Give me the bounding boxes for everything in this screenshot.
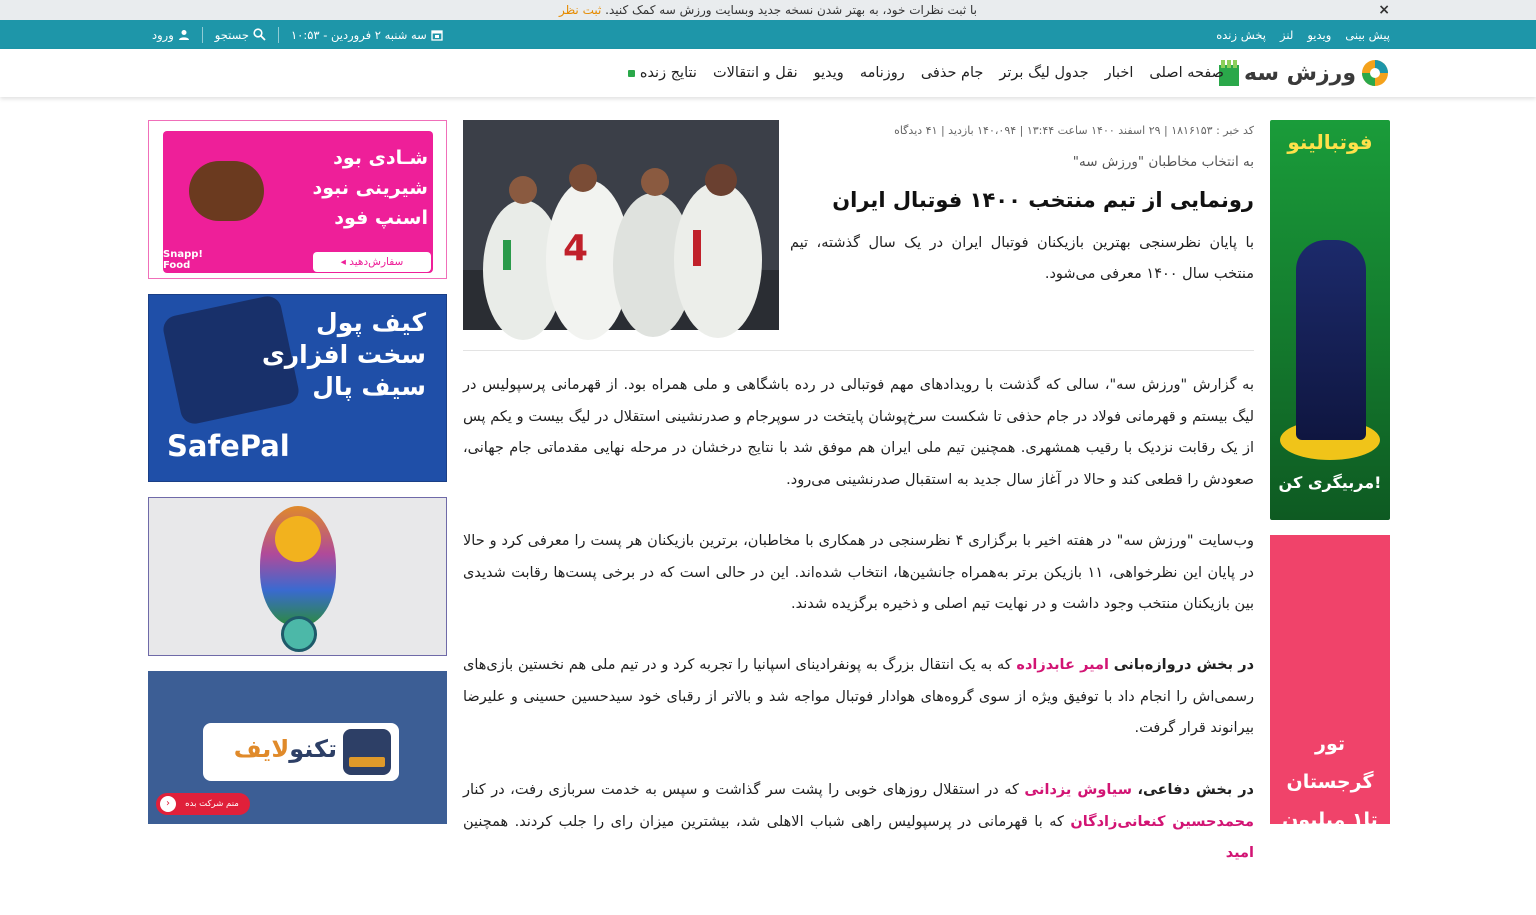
ad-technolife-button-label: منم شرکت بده: [185, 799, 239, 809]
nav-item-video[interactable]: ویدیو: [813, 65, 844, 81]
player-link-omid[interactable]: امید: [1225, 845, 1254, 861]
ad-snappfood-line-1: شـادی بود: [333, 147, 428, 169]
ad-georgia-tour[interactable]: [1270, 535, 1390, 907]
utility-divider: [278, 27, 279, 43]
ad-tour-line-1: تور گرجستان: [1286, 733, 1374, 793]
utility-link-live[interactable]: پخش زنده: [1216, 27, 1267, 42]
chevron-left-icon: ‹: [160, 796, 176, 812]
article-paragraph-1: به گزارش "ورزش سه"، سالی که گذشت با رویدادهای مهم فوتبالی در رده باشگاهی و ملی همراه بود. از قهرمانی پرسپولیس در لیگ بیستم و قهرمانی فولاد در جام حذفی تا شکست سرخ‌پوشان پایتخت در سوپرجام و صدرنشینی استقلال در لیگ بیست و یکم پس از یک رقابت نزدیک با رقیب همشهری. همچنین تیم ملی ایران هم موفق شد با نتایج درخشان در مرحله نهایی مقدماتی جام جهانی، صعودش را قطعی کند و حالا در آغاز سال جدید به استقبال صدرنشینی می‌رود.: [463, 377, 1254, 488]
bitcoin-coin-icon: [275, 516, 321, 562]
ad-safepal-text: [262, 307, 426, 403]
ad-snappfood-text: [312, 143, 428, 233]
technolife-logo: [203, 723, 399, 781]
article-meta: کد خبر : ۱۸۱۶۱۵۳ | ۲۹ اسفند ۱۴۰۰ ساعت ۱۳:۴۴ | ۱۴۰،۰۹۴ بازدید | ۴۱ دیدگاه: [894, 124, 1254, 137]
nav-item-league-table[interactable]: جدول لیگ برتر: [999, 65, 1089, 81]
logo-ball-icon: [1360, 58, 1390, 88]
ad-technolife-button[interactable]: [156, 793, 250, 815]
article-divider: [463, 350, 1254, 351]
notice-bar: [0, 0, 1536, 20]
technolife-name: [234, 735, 337, 763]
nav-item-newspaper[interactable]: روزنامه: [859, 65, 905, 81]
technolife-name-a: تکنو: [289, 735, 337, 763]
close-icon[interactable]: ×: [1378, 2, 1390, 18]
utility-link-lens[interactable]: لنز: [1280, 27, 1294, 42]
article-supertitle: به انتخاب مخاطبان "ورزش سه": [1072, 154, 1254, 170]
safepal-logo: SafePal: [167, 429, 290, 463]
ad-tour-line-2: تا۱ میلیون تومان: [1282, 809, 1378, 869]
login-button[interactable]: [152, 28, 190, 42]
utility-divider: [202, 27, 203, 43]
article-paragraph-2: وب‌سایت "ورزش سه" در هفته اخیر با برگزاری ۴ نظرسنجی در همکاری با مخاطبان، برترین بازیکنان هر پست را معرفی کرد و حالا در پایان این نظرخواهی، ۱۱ بازیکن برتر به‌همراه جانشین‌ها، انتخاب شده‌اند. این در حالی است که در برخی پست‌ها رقابت شدیدی بین بازیکنان منتخب وجود داشت و در نهایت تیم اصلی و ذخیره برگزیده شدند.: [463, 533, 1254, 612]
ad-snappfood-order-button[interactable]: سفارش‌دهید ◂: [313, 252, 431, 272]
snappfood-logo-line-1: Snapp!: [163, 249, 203, 260]
paragraph-4-text-2: که با قهرمانی در پرسپولیس راهی شباب الاهلی شد، بیشترین میزان رای را جلب کردند. همچنین: [463, 813, 1064, 830]
paragraph-3-lead: در بخش دروازه‌بانی: [1113, 657, 1255, 673]
ad-footballino-player: [1296, 240, 1366, 440]
search-button[interactable]: [215, 28, 266, 42]
snappfood-logo-line-2: Food: [163, 260, 191, 271]
ad-bitcoin-egg[interactable]: [148, 497, 447, 656]
paragraph-4-lead: در بخش دفاعی،: [1137, 782, 1254, 798]
utility-link-prediction[interactable]: پیش بینی: [1345, 27, 1390, 42]
calendar-icon: [431, 29, 443, 41]
article-photo[interactable]: [463, 120, 779, 330]
ad-snappfood-line-2: شیرینی نبود: [312, 177, 428, 199]
main-menu: [628, 49, 1224, 97]
clock-icon: [281, 616, 317, 652]
live-indicator-icon: [628, 70, 635, 77]
ad-safepal-line-1: کیف پول: [316, 308, 426, 337]
cake-roll-image: [189, 161, 264, 221]
snappfood-logo: [163, 249, 203, 271]
ad-tour-line-3: تخفیف: [1297, 885, 1363, 907]
nav-item-transfers[interactable]: نقل و انتقالات: [712, 65, 798, 81]
main-nav: [0, 49, 1536, 97]
technolife-mark-icon: [343, 729, 391, 775]
feedback-link[interactable]: ثبت نظر: [558, 3, 602, 17]
svg-text:4: 4: [563, 228, 589, 269]
player-link-abedzadeh[interactable]: امیر عابدزاده: [1016, 657, 1109, 673]
article-lead: با پایان نظرسنجی بهترین بازیکنان فوتبال ایران در یک سال گذشته، تیم منتخب سال ۱۴۰۰ معرفی می‌شود.: [790, 235, 1254, 282]
ad-safepal[interactable]: [148, 294, 447, 482]
date-display: [291, 28, 443, 42]
notice-text: با ثبت نظرات خود، به بهتر شدن نسخه جدید وبسایت ورزش سه کمک کنید.: [605, 3, 978, 17]
search-icon: [253, 28, 266, 41]
nav-item-news[interactable]: اخبار: [1104, 65, 1134, 81]
ad-footballino-title: فوتبالینو: [1287, 130, 1373, 154]
article-paragraph-3: [463, 650, 1254, 745]
player-link-kanaani[interactable]: محمدحسین کنعانی‌زادگان: [1070, 813, 1255, 830]
utility-left: [152, 20, 443, 49]
utility-links: [1216, 20, 1390, 49]
ad-safepal-line-2: سخت افزاری: [261, 340, 426, 369]
article-paragraph-4: [463, 775, 1254, 870]
technolife-name-b: لایف: [233, 735, 290, 763]
ad-snappfood-line-3: اسنپ فود: [334, 207, 428, 229]
user-icon: [178, 29, 190, 41]
utility-bar: [0, 20, 1536, 49]
article-title: رونمایی از تیم منتخب ۱۴۰۰ فوتبال ایران: [832, 188, 1254, 212]
nav-item-cup[interactable]: جام حذفی: [920, 65, 984, 81]
utility-link-video[interactable]: ویدیو: [1307, 27, 1332, 42]
paragraph-4-text: که در استقلال روزهای خوبی را پشت سر گذاشت و سپس به خدمت سربازی رفت، در کنار: [463, 782, 1019, 798]
login-label: ورود: [152, 27, 174, 42]
ad-footballino[interactable]: [1270, 120, 1390, 520]
ad-technolife[interactable]: [148, 671, 447, 824]
nav-item-home[interactable]: صفحه اصلی: [1149, 65, 1224, 81]
ad-snappfood[interactable]: [148, 120, 447, 279]
ad-safepal-line-3: سیف پال: [312, 372, 426, 401]
team-celebration-image: [463, 120, 779, 330]
nav-item-live-results[interactable]: [628, 65, 697, 81]
search-label: جستجو: [214, 27, 249, 42]
player-link-yazdani[interactable]: سیاوش یزدانی: [1024, 782, 1132, 798]
site-logo[interactable]: [1218, 57, 1390, 89]
ad-tour-text: [1270, 725, 1390, 915]
ad-footballino-cta: مربیگری کن!: [1278, 473, 1382, 492]
paragraph-3-text: که به یک انتقال بزرگ به پونفرادینای اسپانیا را تجربه کرد و در تیم ملی هم نخستین بازی‌های رسمی‌اش را انجام داد با توفیق ویژه از سوی گروه‌های هوادار فوتبال مواجه شد و بالاتر از رقبای خود سیدحسین حسینی و علیرضا بیرانوند قرار گرفت.: [463, 657, 1254, 736]
date-text: سه شنبه ۲ فروردین - ۱۰:۵۳: [291, 27, 427, 42]
nav-item-live-label: نتایج زنده: [639, 65, 697, 81]
logo-text: ورزش سه: [1244, 60, 1356, 86]
